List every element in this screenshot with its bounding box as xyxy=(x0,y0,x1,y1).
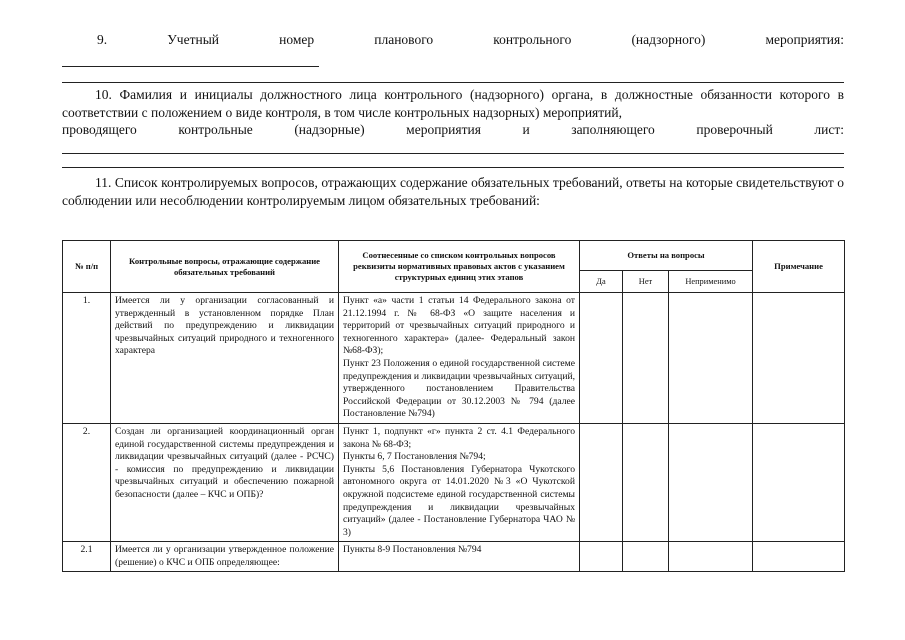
item-10-fill-line xyxy=(62,153,844,154)
row-num: 1. xyxy=(63,293,111,424)
note-cell[interactable] xyxy=(753,423,845,541)
header-questions: Контрольные вопросы, отражающие содержание обязательных требований xyxy=(111,241,339,293)
item-11-text: 11. Список контролируемых вопросов, отражающих содержание обязательных требований, ответы на которые свидетельствуют о соблюдении или несоблюдении контролируемым лицом обязательных требований: xyxy=(62,175,844,208)
item-10-word: заполняющего xyxy=(571,122,655,137)
row-refs xyxy=(339,542,580,572)
answer-yes-cell[interactable] xyxy=(580,542,623,572)
answer-na-cell[interactable] xyxy=(669,293,753,424)
item-9-word: мероприятия: xyxy=(765,32,844,47)
ref-item: Пункты 5,6 Постановления Губернатора Чукотского автономного округа от 14.01.2020 №3 «О Чукотской окружной подсистеме единой государственной системы предупреждения и ликвидации чрезвычайных ситуаций» (далее - Постановление Губернатора ЧАО № 3) xyxy=(343,463,575,538)
row-num: 2.1 xyxy=(63,542,111,572)
item-10-word: контрольные xyxy=(178,122,253,137)
header-note: Примечание xyxy=(753,241,845,293)
table-row xyxy=(63,542,845,572)
item-9-word: контрольного xyxy=(493,32,572,47)
item-9-word: номер xyxy=(279,32,315,47)
item-9-fill-line-2 xyxy=(62,82,844,83)
row-question: Имеется ли у организации утвержденное положение (решение) о КЧС и ОПБ определяющее: xyxy=(111,542,339,572)
checklist-table xyxy=(62,240,845,572)
answer-na-cell[interactable] xyxy=(669,423,753,541)
item-10-fill-line-2 xyxy=(62,167,844,168)
header-num: № п/п xyxy=(63,241,111,293)
ref-item: Пункты 6, 7 Постановления №794; xyxy=(343,451,486,463)
answer-no-cell[interactable] xyxy=(623,423,669,541)
row-question: Имеется ли у организации согласованный и утвержденный в установленном порядке План действий по предупреждению и ликвидации чрезвычайных ситуаций природного и техногенного характера xyxy=(111,293,339,424)
item-9-fill-line xyxy=(62,66,319,67)
answer-yes-cell[interactable] xyxy=(580,423,623,541)
ref-item: Пункт 1, подпункт «г» пункта 2 ст. 4.1 Федерального закона № 68-ФЗ; xyxy=(343,425,575,450)
row-num: 2. xyxy=(63,423,111,541)
header-no: Нет xyxy=(623,271,669,293)
item-9-word: 9. xyxy=(97,32,108,47)
item-10-word: проверочный xyxy=(696,122,773,137)
item-10-text: 10. Фамилия и инициалы должностного лица контрольного (надзорного) органа, в должностные обязанности которого в соответствии с положением о виде контроля, в том числе контрольных надзорных) мероприятий, xyxy=(62,87,844,120)
ref-item: Пункты 8-9 Постановления №794 xyxy=(343,544,482,556)
note-cell[interactable] xyxy=(753,542,845,572)
answer-no-cell[interactable] xyxy=(623,542,669,572)
answer-yes-cell[interactable] xyxy=(580,293,623,424)
item-10-word: проводящего xyxy=(62,122,137,137)
row-refs xyxy=(339,293,580,424)
item-10-word: мероприятия xyxy=(406,122,481,137)
item-9-title xyxy=(97,31,844,49)
note-cell[interactable] xyxy=(753,293,845,424)
item-10-word: (надзорные) xyxy=(294,122,365,137)
header-refs: Соотнесенные со списком контрольных вопросов реквизиты нормативных правовых актов с указанием структурных единиц этих этапов xyxy=(339,241,580,293)
item-9-word: планового xyxy=(374,32,434,47)
row-refs xyxy=(339,423,580,541)
item-9-word: (надзорного) xyxy=(631,32,706,47)
header-na: Неприменимо xyxy=(669,271,753,293)
item-10-word: лист: xyxy=(814,122,844,137)
table-row xyxy=(63,423,845,541)
table-row xyxy=(63,293,845,424)
row-question: Создан ли организацией координационный орган единой государственной системы предупреждения и ликвидации чрезвычайных ситуаций (далее - РСЧС) - комиссия по предупреждению и ликвидации чрезвычайных ситуаций и обеспечению пожарной безопасности (далее – КЧС и ОПБ)? xyxy=(111,423,339,541)
item-9-word: Учетный xyxy=(167,32,219,47)
answer-na-cell[interactable] xyxy=(669,542,753,572)
ref-item: Пункт «а» части 1 статьи 14 Федерального закона от 21.12.1994 г. № 68-ФЗ «О защите населения и территорий от чрезвычайных ситуаций природного и техногенного характера» (далее- Федеральный закон №68-ФЗ); xyxy=(343,295,575,357)
item-10-word: и xyxy=(522,122,530,137)
header-answers: Ответы на вопросы xyxy=(580,241,753,271)
header-yes: Да xyxy=(580,271,623,293)
ref-item: Пункт 23 Положения о единой государственной системе предупреждения и ликвидации чрезвычайных ситуаций, утвержденного постановлением Правительства Российской Федерации от 30.12.2003 № 794 (далее Постановление №794) xyxy=(343,357,575,420)
answer-no-cell[interactable] xyxy=(623,293,669,424)
item-10-last-line xyxy=(62,121,844,139)
